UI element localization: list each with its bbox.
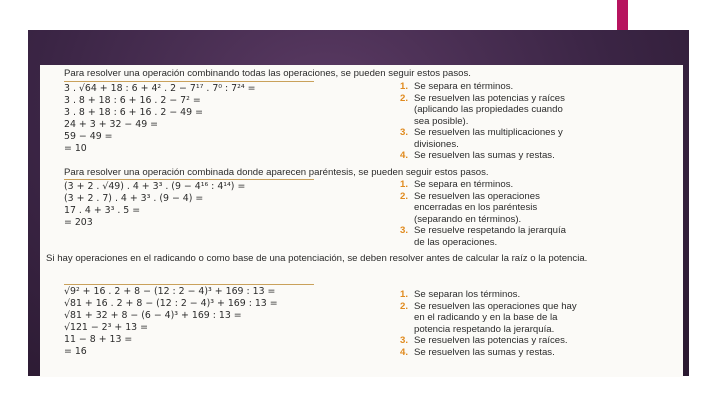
section2-steps	[400, 179, 680, 248]
section1-math	[64, 81, 394, 155]
section3-intro: Si hay operaciones en el radicando o como base de una potenciación, se deben resolver antes de calcular la raíz o la potencia.	[46, 253, 588, 264]
section3-math	[64, 284, 394, 358]
section3-steps	[400, 289, 680, 358]
step-item: 2. Se resuelven las potencias y raíces (aplicando las propiedades cuando sea posible).	[400, 92, 565, 127]
math-line: √81 + 16 . 2 + 8 − (12 : 2 − 4)³ + 169 : 13 =	[64, 298, 278, 309]
step-item: 2. Se resuelven las operaciones que hay en el radicando y en la base de la potencia respetando la jerarquía.	[400, 300, 577, 335]
math-line: √121 − 2³ + 13 =	[64, 322, 148, 333]
step-item: 4. Se resuelven las sumas y restas.	[400, 346, 555, 358]
math-line: √81 + 32 + 8 − (6 − 4)³ + 169 : 13 =	[64, 310, 242, 321]
step-item: 3. Se resuelven las multiplicaciones y divisiones.	[400, 127, 563, 150]
section1-steps	[400, 81, 680, 162]
math-line: 3 . √64 + 18 : 6 + 4² . 2 − 7¹⁷ . 7⁰ : 7²⁴ =	[64, 83, 256, 94]
math-line: 3 . 8 + 18 : 6 + 16 . 2 − 49 =	[64, 107, 203, 118]
step-item: 1. Se separa en términos.	[400, 179, 514, 190]
math-line: (3 + 2 . 7) . 4 + 3³ . (9 − 4) =	[64, 193, 204, 204]
math-line: √9² + 16 . 2 + 8 − (12 : 2 − 4)³ + 169 : 13 =	[64, 286, 276, 297]
document-image	[40, 65, 683, 377]
step-item: 3. Se resuelve respetando la jerarquía de las operaciones.	[400, 225, 566, 248]
step-item: 2. Se resuelven las operaciones encerradas en los paréntesis (separando en términos).	[400, 190, 540, 225]
step-item: 1. Se separa en términos.	[400, 81, 514, 92]
math-line: 59 − 49 =	[64, 131, 113, 142]
math-line: (3 + 2 . √49) . 4 + 3³ . (9 − 4¹⁶ : 4¹⁴) =	[64, 181, 246, 192]
section2-intro: Para resolver una operación combinada donde aparecen paréntesis, se pueden seguir estos pasos.	[64, 167, 489, 178]
section1-intro: Para resolver una operación combinando todas las operaciones, se pueden seguir estos pasos.	[64, 68, 471, 79]
math-line: = 10	[64, 143, 87, 154]
step-item: 4. Se resuelven las sumas y restas.	[400, 150, 555, 161]
math-line: 11 − 8 + 13 =	[64, 334, 133, 345]
section2-math	[64, 179, 394, 229]
math-line: 3 . 8 + 18 : 6 + 16 . 2 − 7² =	[64, 95, 201, 106]
term-brace	[64, 179, 314, 180]
term-brace	[64, 284, 314, 285]
step-item: 1. Se separan los términos.	[400, 289, 521, 300]
math-line: 24 + 3 + 32 − 49 =	[64, 119, 159, 130]
step-item: 3. Se resuelven las potencias y raíces.	[400, 335, 568, 346]
math-line: 17 . 4 + 3³ . 5 =	[64, 205, 141, 216]
math-line: = 16	[64, 346, 87, 357]
term-brace	[64, 81, 314, 82]
math-line: = 203	[64, 217, 93, 228]
